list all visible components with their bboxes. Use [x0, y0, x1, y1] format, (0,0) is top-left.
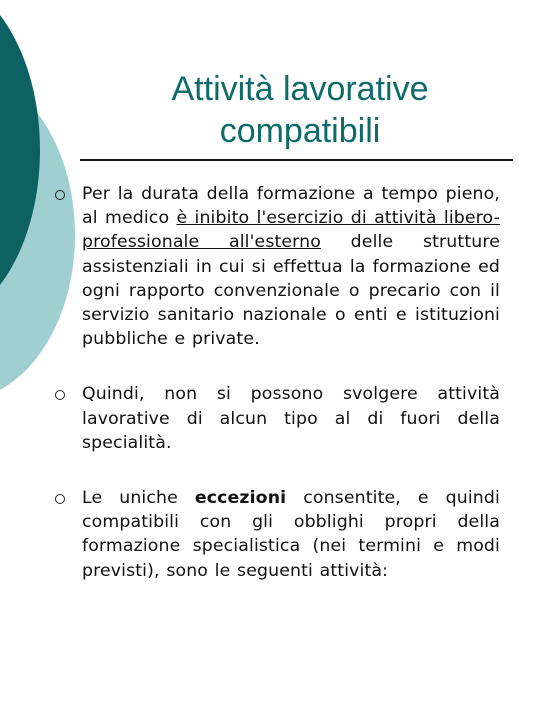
- bullet-list: [55, 182, 500, 614]
- hollow-circle-bullet-icon: [55, 494, 65, 504]
- bullet-item-1: [55, 182, 500, 351]
- bullet-text: Per la durata della formazione a tempo pieno, al medico è inibito l'esercizio di attività libero-professionale all'esterno delle strutture assistenziali in cui si effettua la formazione ed ogni rapporto convenzionale o precario con il servizio sanitario nazionale o enti e istituzioni pubbliche e private.: [82, 184, 501, 350]
- underlined-phrase: è inibito l'esercizio di attività libero-professionale all'esterno: [82, 208, 500, 253]
- title-line-2: compatibili: [219, 112, 381, 150]
- bold-phrase: eccezioni: [194, 488, 287, 509]
- bullet-item-2: [55, 382, 500, 455]
- hollow-circle-bullet-icon: [55, 190, 65, 200]
- bullet-item-3: [55, 486, 500, 583]
- bullet-text: Quindi, non si possono svolgere attività lavorative di alcun tipo al di fuori della specialità.: [82, 384, 500, 453]
- hollow-circle-bullet-icon: [55, 390, 65, 400]
- title-divider: [80, 159, 513, 161]
- slide-title: [110, 68, 490, 152]
- bullet-text: Le uniche eccezioni consentite, e quindi compatibili con gli obblighi propri della formazione specialistica (nei termini e modi previsti), sono le seguenti attività:: [82, 488, 500, 581]
- title-line-1: Attività lavorative: [171, 70, 429, 108]
